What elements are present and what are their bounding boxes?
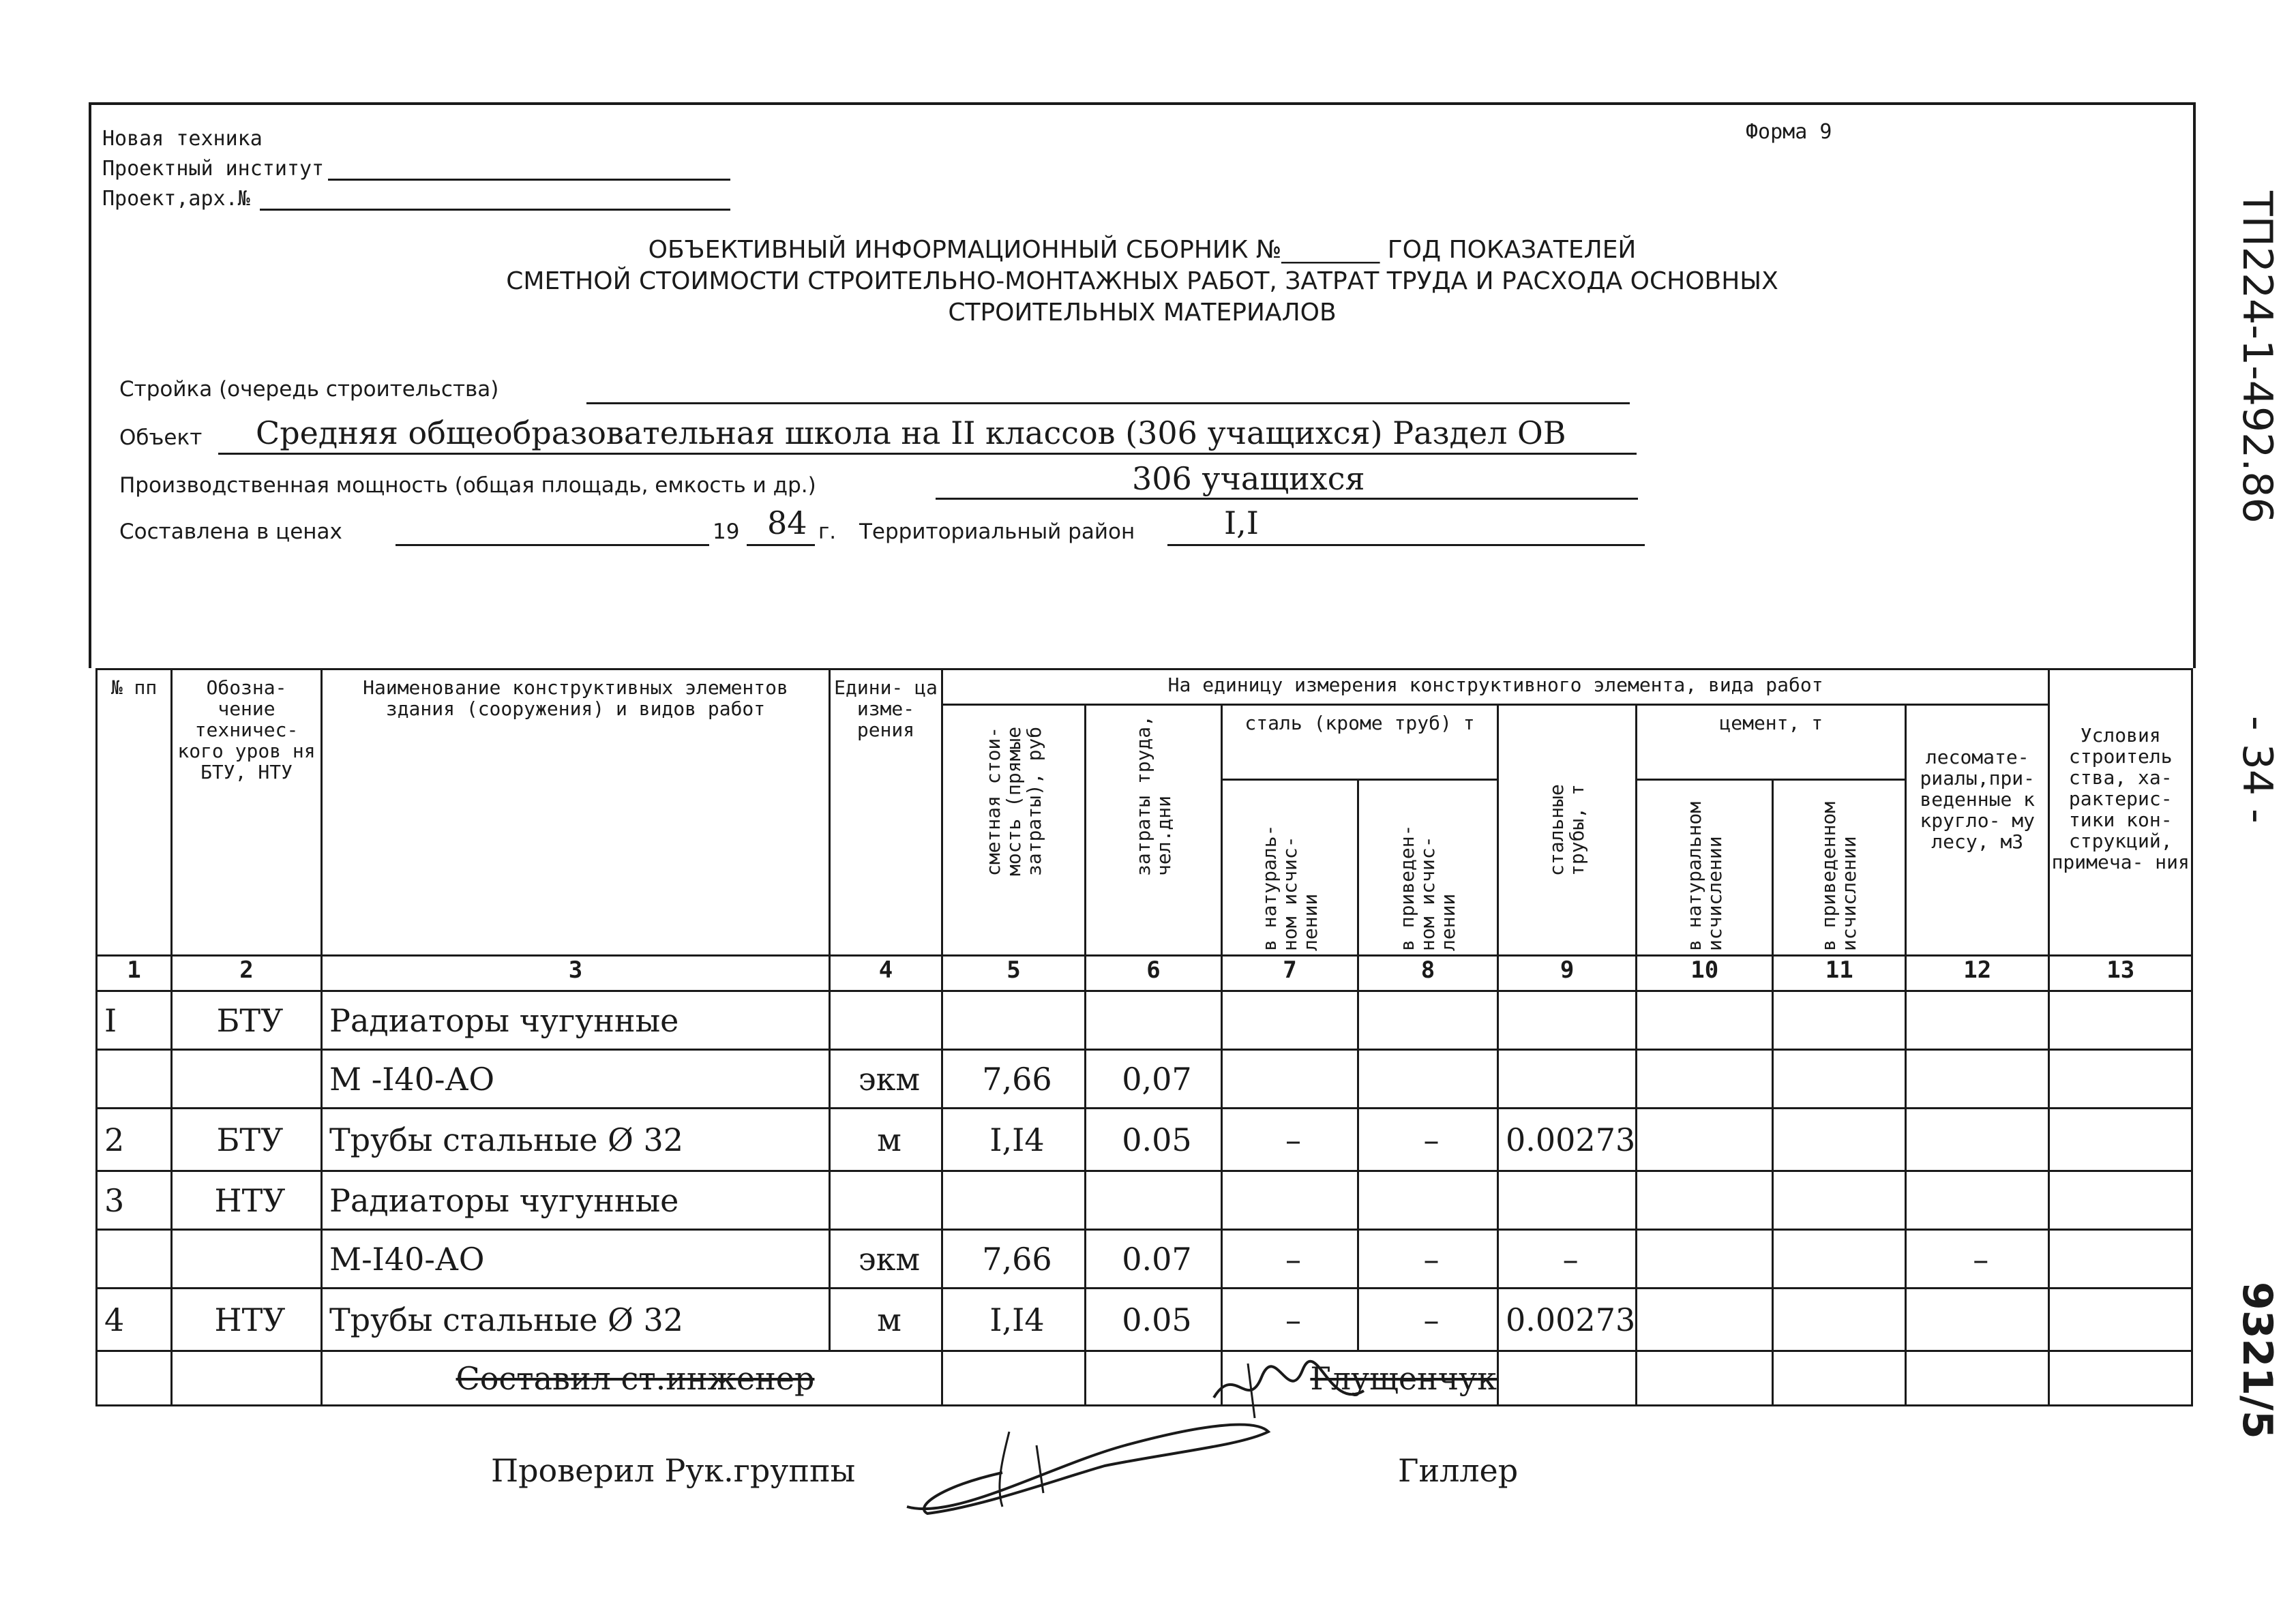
cement-natural: [1637, 1230, 1773, 1289]
signature-checked-drawing: [900, 1404, 1282, 1527]
steel-header: сталь (кроме труб) т: [1222, 705, 1498, 780]
title-line-1: ОБЪЕКТИВНЫЙ ИНФОРМАЦИОННЫЙ СБОРНИК №________ ГОД ПОКАЗАТЕЛЕЙ: [648, 236, 1637, 264]
steel-pipes: [1498, 1050, 1637, 1109]
title-line-2: СМЕТНОЙ СТОИМОСТИ СТРОИТЕЛЬНО-МОНТАЖНЫХ РАБОТ, ЗАТРАТ ТРУДА И РАСХОДА ОСНОВНЫХ: [506, 267, 1778, 295]
tech-level: НТУ: [172, 1289, 322, 1351]
indicators-table: [95, 668, 2193, 1406]
region-label: Территориальный район: [859, 520, 1135, 544]
cement-natural: [1637, 1289, 1773, 1351]
cement-natural: [1637, 1171, 1773, 1230]
steel-natural: –: [1222, 1109, 1358, 1171]
cement-reduced: [1773, 1230, 1906, 1289]
tech-level: [172, 1230, 322, 1289]
group-header: На единицу измерения конструктивного элемента, вида работ: [942, 669, 2049, 705]
steel-pipes: 0.00273: [1498, 1109, 1637, 1171]
steel-pipes: [1498, 1171, 1637, 1230]
region-value: I,I: [1224, 505, 1259, 541]
steel-reduced: –: [1358, 1289, 1498, 1351]
conditions: [2049, 1230, 2192, 1289]
tech-level: БТУ: [172, 1109, 322, 1171]
steel-reduced: [1358, 991, 1498, 1050]
row-number: I: [97, 991, 172, 1050]
org-line-project: Проект,арх.№: [102, 187, 730, 211]
cement-natural: [1637, 991, 1773, 1050]
cement-reduced: [1773, 1289, 1906, 1351]
cement-reduced: [1773, 1171, 1906, 1230]
cement-reduced: [1773, 1050, 1906, 1109]
doc-code: ТП224-1-492.86: [2233, 191, 2281, 524]
column-number: 2: [172, 956, 322, 991]
org-line-institute: Проектный институт: [102, 157, 730, 181]
wood: [1906, 1289, 2049, 1351]
table-row: [97, 1230, 2192, 1289]
unit: [830, 1171, 942, 1230]
column-number: 5: [942, 956, 1086, 991]
column-number: 1: [97, 956, 172, 991]
col-header-number: № пп: [97, 669, 172, 956]
conditions: [2049, 1050, 2192, 1109]
estimated-cost: 7,66: [942, 1230, 1086, 1289]
steel-reduced: –: [1358, 1109, 1498, 1171]
table-row: [97, 1050, 2192, 1109]
col-header-pipes: стальные трубы, т: [1498, 705, 1637, 956]
column-number: 13: [2049, 956, 2192, 991]
unit: экм: [830, 1050, 942, 1109]
column-number: 7: [1222, 956, 1358, 991]
column-number: 11: [1773, 956, 1906, 991]
labor-cost: 0,07: [1086, 1050, 1222, 1109]
col-header-level: Обозна- чение техничес- кого уров ня БТУ, НТУ: [172, 669, 322, 956]
unit: м: [830, 1109, 942, 1171]
prices-blank: [396, 511, 709, 546]
column-number: 9: [1498, 956, 1637, 991]
column-number: 4: [830, 956, 942, 991]
wood: [1906, 1109, 2049, 1171]
capacity-label: Производственная мощность (общая площадь, емкость и др.): [119, 473, 816, 498]
cement-header: цемент, т: [1637, 705, 1906, 780]
stroyka-blank: [586, 380, 1630, 404]
steel-natural: –: [1222, 1289, 1358, 1351]
col-header-conditions: Условия строитель ства, ха- рактерис- тики кон- струкций, примеча- ния: [2049, 669, 2192, 956]
estimated-cost: [942, 991, 1086, 1050]
col-header-cost: сметная стои- мость (прямые затраты), руб: [942, 705, 1086, 956]
tech-level: [172, 1050, 322, 1109]
col-header-labor: затраты труда, чел.дни: [1086, 705, 1222, 956]
labor-cost: [1086, 1171, 1222, 1230]
object-label: Объект: [119, 425, 203, 450]
wood: –: [1906, 1230, 2049, 1289]
cement-natural: [1637, 1109, 1773, 1171]
steel-pipes: –: [1498, 1230, 1637, 1289]
steel-natural: –: [1222, 1230, 1358, 1289]
composed-name: Глущенчук: [1310, 1359, 1497, 1397]
org-line-new-tech: Новая техника: [102, 127, 263, 151]
wood: [1906, 991, 2049, 1050]
labor-cost: [1086, 991, 1222, 1050]
stroyka-label: Стройка (очередь строительства): [119, 377, 499, 402]
form-number: Форма 9: [1746, 120, 1832, 144]
row-number: [97, 1230, 172, 1289]
conditions: [2049, 991, 2192, 1050]
checked-label: Проверил Рук.группы: [491, 1452, 856, 1489]
page-number: - 34 -: [2233, 716, 2281, 824]
element-name: М -I40-АО: [322, 1050, 830, 1109]
row-number: 2: [97, 1109, 172, 1171]
labor-cost: 0.05: [1086, 1289, 1222, 1351]
signature-row: [97, 1351, 2192, 1406]
composed-label: Составил ст.инженер: [456, 1359, 815, 1397]
column-number: 10: [1637, 956, 1773, 991]
capacity-value: 306 учащихся: [1132, 460, 1365, 497]
year-value: 84: [767, 505, 807, 541]
col-header-wood: лесомате- риалы,при- веденные к кругло- му лесу, м3: [1906, 705, 2049, 956]
unit: м: [830, 1289, 942, 1351]
estimated-cost: I,I4: [942, 1109, 1086, 1171]
element-name: Трубы стальные Ø 32: [322, 1109, 830, 1171]
col-header-steel-natural: в натураль- ном исчис- лении: [1222, 780, 1358, 956]
checked-name: Гиллер: [1398, 1452, 1519, 1489]
element-name: Трубы стальные Ø 32: [322, 1289, 830, 1351]
object-value: Средняя общеобразовательная школа на II классов (306 учащихся) Раздел ОВ: [256, 415, 1566, 451]
steel-natural: [1222, 1171, 1358, 1230]
cement-reduced: [1773, 991, 1906, 1050]
steel-natural: [1222, 991, 1358, 1050]
column-number: 12: [1906, 956, 2049, 991]
tech-level: БТУ: [172, 991, 322, 1050]
row-number: 4: [97, 1289, 172, 1351]
col-header-unit: Едини- ца изме- рения: [830, 669, 942, 956]
steel-reduced: –: [1358, 1230, 1498, 1289]
year-prefix: 19: [713, 520, 740, 544]
column-number: 8: [1358, 956, 1498, 991]
row-number: [97, 1050, 172, 1109]
table-row: [97, 1289, 2192, 1351]
conditions: [2049, 1289, 2192, 1351]
col-header-name: Наименование конструктивных элементов здания (сооружения) и видов работ: [322, 669, 830, 956]
conditions: [2049, 1171, 2192, 1230]
wood: [1906, 1050, 2049, 1109]
wood: [1906, 1171, 2049, 1230]
conditions: [2049, 1109, 2192, 1171]
estimated-cost: 7,66: [942, 1050, 1086, 1109]
labor-cost: 0.07: [1086, 1230, 1222, 1289]
col-header-cement-reduced: в приведенном исчислении: [1773, 780, 1906, 956]
year-suffix: г.: [818, 520, 837, 544]
table-row: [97, 991, 2192, 1050]
col-header-steel-reduced: в приведен- ном исчис- лении: [1358, 780, 1498, 956]
labor-cost: 0.05: [1086, 1109, 1222, 1171]
tech-level: НТУ: [172, 1171, 322, 1230]
cement-reduced: [1773, 1109, 1906, 1171]
estimated-cost: I,I4: [942, 1289, 1086, 1351]
element-name: Радиаторы чугунные: [322, 991, 830, 1050]
steel-reduced: [1358, 1171, 1498, 1230]
table-row: [97, 1109, 2192, 1171]
steel-pipes: 0.00273: [1498, 1289, 1637, 1351]
title-line-3: СТРОИТЕЛЬНЫХ МАТЕРИАЛОВ: [948, 299, 1337, 327]
row-number: 3: [97, 1171, 172, 1230]
steel-natural: [1222, 1050, 1358, 1109]
column-number: 6: [1086, 956, 1222, 991]
estimated-cost: [942, 1171, 1086, 1230]
element-name: М-I40-АО: [322, 1230, 830, 1289]
col-header-cement-natural: в натуральном исчислении: [1637, 780, 1773, 956]
steel-pipes: [1498, 991, 1637, 1050]
column-number: 3: [322, 956, 830, 991]
table-row: [97, 1171, 2192, 1230]
prices-label: Составлена в ценах: [119, 520, 342, 544]
steel-reduced: [1358, 1050, 1498, 1109]
archive-number: 9321/5: [2233, 1282, 2281, 1439]
unit: экм: [830, 1230, 942, 1289]
element-name: Радиаторы чугунные: [322, 1171, 830, 1230]
unit: [830, 991, 942, 1050]
cement-natural: [1637, 1050, 1773, 1109]
column-numbers-row: [97, 956, 2192, 991]
